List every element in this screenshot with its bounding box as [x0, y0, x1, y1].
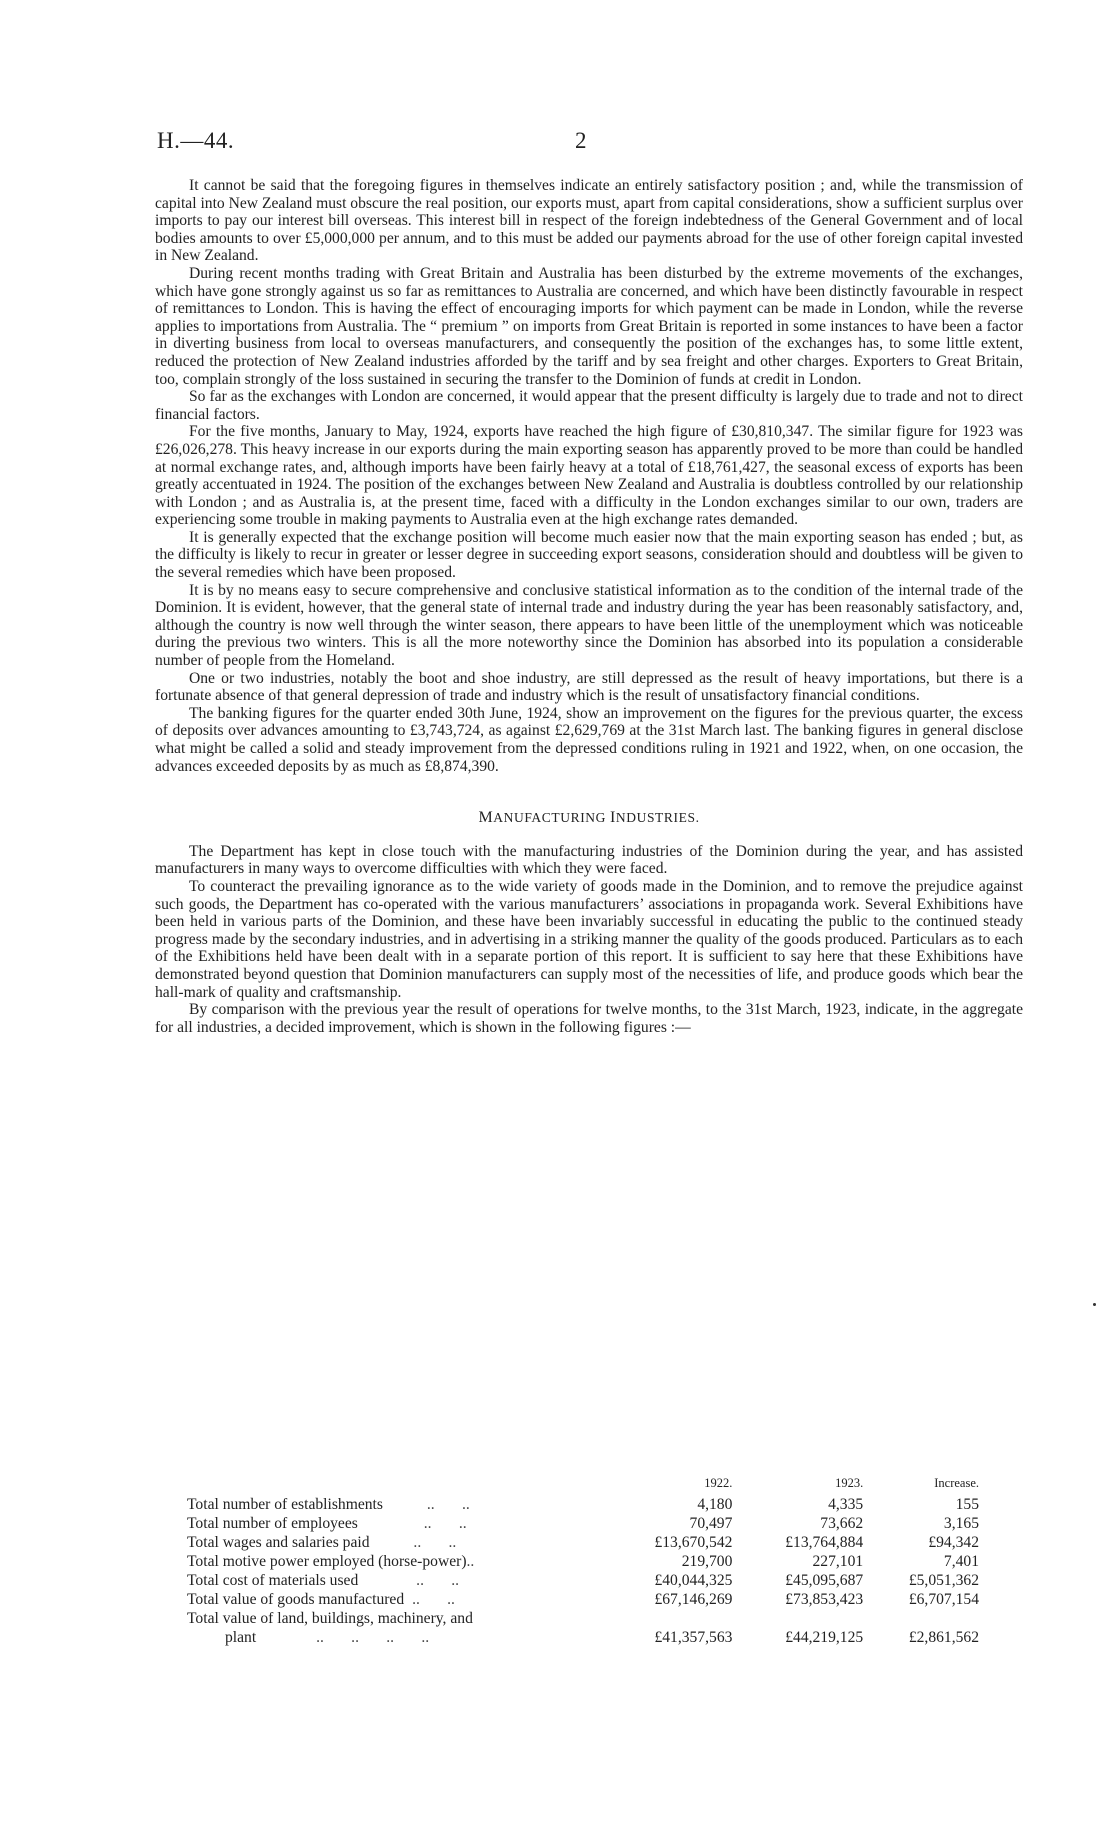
- leader-dots: .. ..: [413, 1534, 457, 1551]
- row-label: plant: [225, 1629, 257, 1646]
- leader-dots: .. ..: [426, 1496, 470, 1513]
- value-1923: 4,335: [828, 1496, 864, 1513]
- value-1922: 70,497: [689, 1515, 733, 1532]
- value-increase: £2,861,562: [908, 1629, 979, 1646]
- table-row: [187, 1514, 979, 1533]
- value-increase: £6,707,154: [908, 1591, 979, 1608]
- table-row: [187, 1533, 979, 1552]
- table-row: [187, 1495, 979, 1514]
- value-1923: £45,095,687: [785, 1572, 864, 1589]
- paragraph: So far as the exchanges with London are concerned, it would appear that the present difficulty is largely due to trade and not to direct financial factors.: [155, 388, 1023, 423]
- scan-speck: [1093, 1303, 1096, 1306]
- value-1923: £13,764,884: [785, 1534, 864, 1551]
- section-heading-text: MANUFACTURING INDUSTRIES.: [478, 809, 700, 827]
- paragraph: To counteract the prevailing ignorance as to the wide variety of goods made in the Dominion, and to remove the prejudice against such goods, the Department has co-operated with the various manufacturers’ associations in propaganda work. Several Exhibitions have been held in various parts of the Dominion, and these have been invariably successful in educating the public to the continued steady progress made by the secondary industries, and in advertising in a striking manner the quality of the goods produced. Particulars as to each of the Exhibitions held have been dealt with in a separate portion of this report. It is sufficient to say here that these Exhibitions have demonstrated beyond question that Dominion manufacturers can supply most of the necessities of life, and produce goods which bear the hall-mark of quality and craftsmanship.: [155, 877, 1023, 1001]
- value-1923: 227,101: [812, 1553, 864, 1570]
- value-1922: £41,357,563: [654, 1629, 733, 1646]
- value-increase: £94,342: [928, 1534, 979, 1551]
- leader-dots: .. ..: [416, 1572, 460, 1589]
- row-label: Total value of land, buildings, machinery, and: [187, 1610, 473, 1627]
- value-1922: £67,146,269: [654, 1591, 733, 1608]
- value-1923: 73,662: [820, 1515, 864, 1532]
- table-row: [187, 1628, 979, 1647]
- value-1922: £40,044,325: [654, 1572, 733, 1589]
- row-label: Total motive power employed (horse-power): [187, 1553, 467, 1570]
- column-header-increase: Increase.: [934, 1476, 979, 1490]
- report-body: [155, 177, 1023, 1036]
- value-1922: £13,670,542: [654, 1534, 733, 1551]
- value-1922: 219,700: [681, 1553, 733, 1570]
- column-header-1923: 1923.: [835, 1476, 864, 1490]
- table-row: [187, 1609, 979, 1628]
- paragraph: By comparison with the previous year the result of operations for twelve months, to the 31st March, 1923, indicate, in the aggregate for all industries, a decided improvement, which is shown in the following figures :—: [155, 1001, 1023, 1036]
- value-1923: £44,219,125: [785, 1629, 864, 1646]
- value-increase: 155: [955, 1496, 979, 1513]
- section-heading: [155, 809, 1023, 827]
- leader-dots: .. ..: [412, 1591, 455, 1608]
- value-increase: 7,401: [943, 1553, 979, 1570]
- row-label: Total cost of materials used: [187, 1572, 359, 1589]
- paragraph: The Department has kept in close touch with the manufacturing industries of the Dominion during the year, and has assisted manufacturers in many ways to overcome difficulties with which they were faced.: [155, 842, 1023, 878]
- column-header-1922: 1922.: [704, 1476, 733, 1490]
- manufacturing-figures-table: [187, 1474, 979, 1647]
- leader-dots: .. .. .. ..: [316, 1629, 430, 1646]
- leader-dots: ..: [466, 1553, 475, 1570]
- paragraph: One or two industries, notably the boot and shoe industry, are still depressed as the result of heavy importations, but there is a fortunate absence of that general depression of trade and industry which is the result of unsatisfactory financial conditions.: [155, 669, 1023, 705]
- page-number: 2: [575, 128, 587, 153]
- table-row: [187, 1571, 979, 1590]
- row-label: Total number of employees: [187, 1515, 358, 1532]
- table-row: [187, 1552, 979, 1571]
- paragraph: It is by no means easy to secure comprehensive and conclusive statistical information as to the condition of the internal trade of the Dominion. It is evident, however, that the general state of internal trade and industry during the year has been reasonably satisfactory, and, although the country is now well through the winter season, there appears to have been little of the unemployment which was noticeable during the previous two winters. This is all the more noteworthy since the Dominion has absorbed into its population a considerable number of people from the Homeland.: [155, 581, 1023, 670]
- paragraph: During recent months trading with Great Britain and Australia has been disturbed by the extreme movements of the exchanges, which have gone strongly against us so far as remittances to Australia are concerned, and which have been distinctly favourable in respect of remittances to London. This is having the effect of encouraging imports for which payment can be made in London, while the reverse applies to importations from Australia. The “ premium ” on imports from Great Britain is reported in some instances to have been a factor in diverting business from local to overseas manufacturers, and consequently the position of the exchanges has, to some little extent, reduced the protection of New Zealand industries afforded by the tariff and by sea freight and other charges. Exporters to Great Britain, too, complain strongly of the loss sustained in securing the transfer to the Dominion of funds at credit in London.: [155, 264, 1023, 388]
- paragraph: The banking figures for the quarter ended 30th June, 1924, show an improvement on the figures for the previous quarter, the excess of deposits over advances amounting to £3,743,724, as against £2,629,769 at the 31st March last. The banking figures in general disclose what might be called a solid and steady improvement from the depressed conditions ruling in 1921 and 1922, when, on one occasion, the advances exceeded deposits by as much as £8,874,390.: [155, 704, 1023, 775]
- paragraph: It cannot be said that the foregoing figures in themselves indicate an entirely satisfactory position ; and, while the transmission of capital into New Zealand must obscure the real position, our exports must, apart from capital considerations, show a sufficient surplus over imports to pay our interest bill overseas. This interest bill in respect of the foreign indebtedness of the General Government and of local bodies amounts to over £5,000,000 per annum, and to this must be added our payments abroad for the use of other foreign capital invested in New Zealand.: [155, 177, 1023, 265]
- paragraph: It is generally expected that the exchange position will become much easier now that the main exporting season has ended ; but, as the difficulty is likely to recur in greater or lesser degree in succeeding export seasons, consideration should and doubtless will be given to the several remedies which have been proposed.: [155, 528, 1023, 582]
- table-row: [187, 1590, 979, 1609]
- row-label: Total wages and salaries paid: [187, 1534, 370, 1551]
- value-increase: £5,051,362: [908, 1572, 979, 1589]
- paragraph: For the five months, January to May, 1924, exports have reached the high figure of £30,810,347. The similar figure for 1923 was £26,026,278. This heavy increase in our exports during the main exporting season has apparently proved to be more than could be handled at normal exchange rates, and, although imports have been fairly heavy at a total of £18,761,427, the seasonal excess of exports has been greatly accentuated in 1924. The position of the exchanges between New Zealand and Australia is doubtless controlled by our relationship with London ; and as Australia is, at the present time, faced with a difficulty in the London exchanges similar to our own, traders are experiencing some trouble in making payments to Australia even at the high exchange rates demanded.: [155, 423, 1023, 529]
- row-label: Total number of establishments: [187, 1496, 383, 1513]
- leader-dots: .. ..: [423, 1515, 467, 1532]
- document-reference: H.—44.: [157, 128, 235, 153]
- table-header-row: [187, 1474, 979, 1495]
- value-1922: 4,180: [697, 1496, 733, 1513]
- row-label: Total value of goods manufactured: [187, 1591, 405, 1608]
- value-increase: 3,165: [943, 1515, 979, 1532]
- value-1923: £73,853,423: [785, 1591, 864, 1608]
